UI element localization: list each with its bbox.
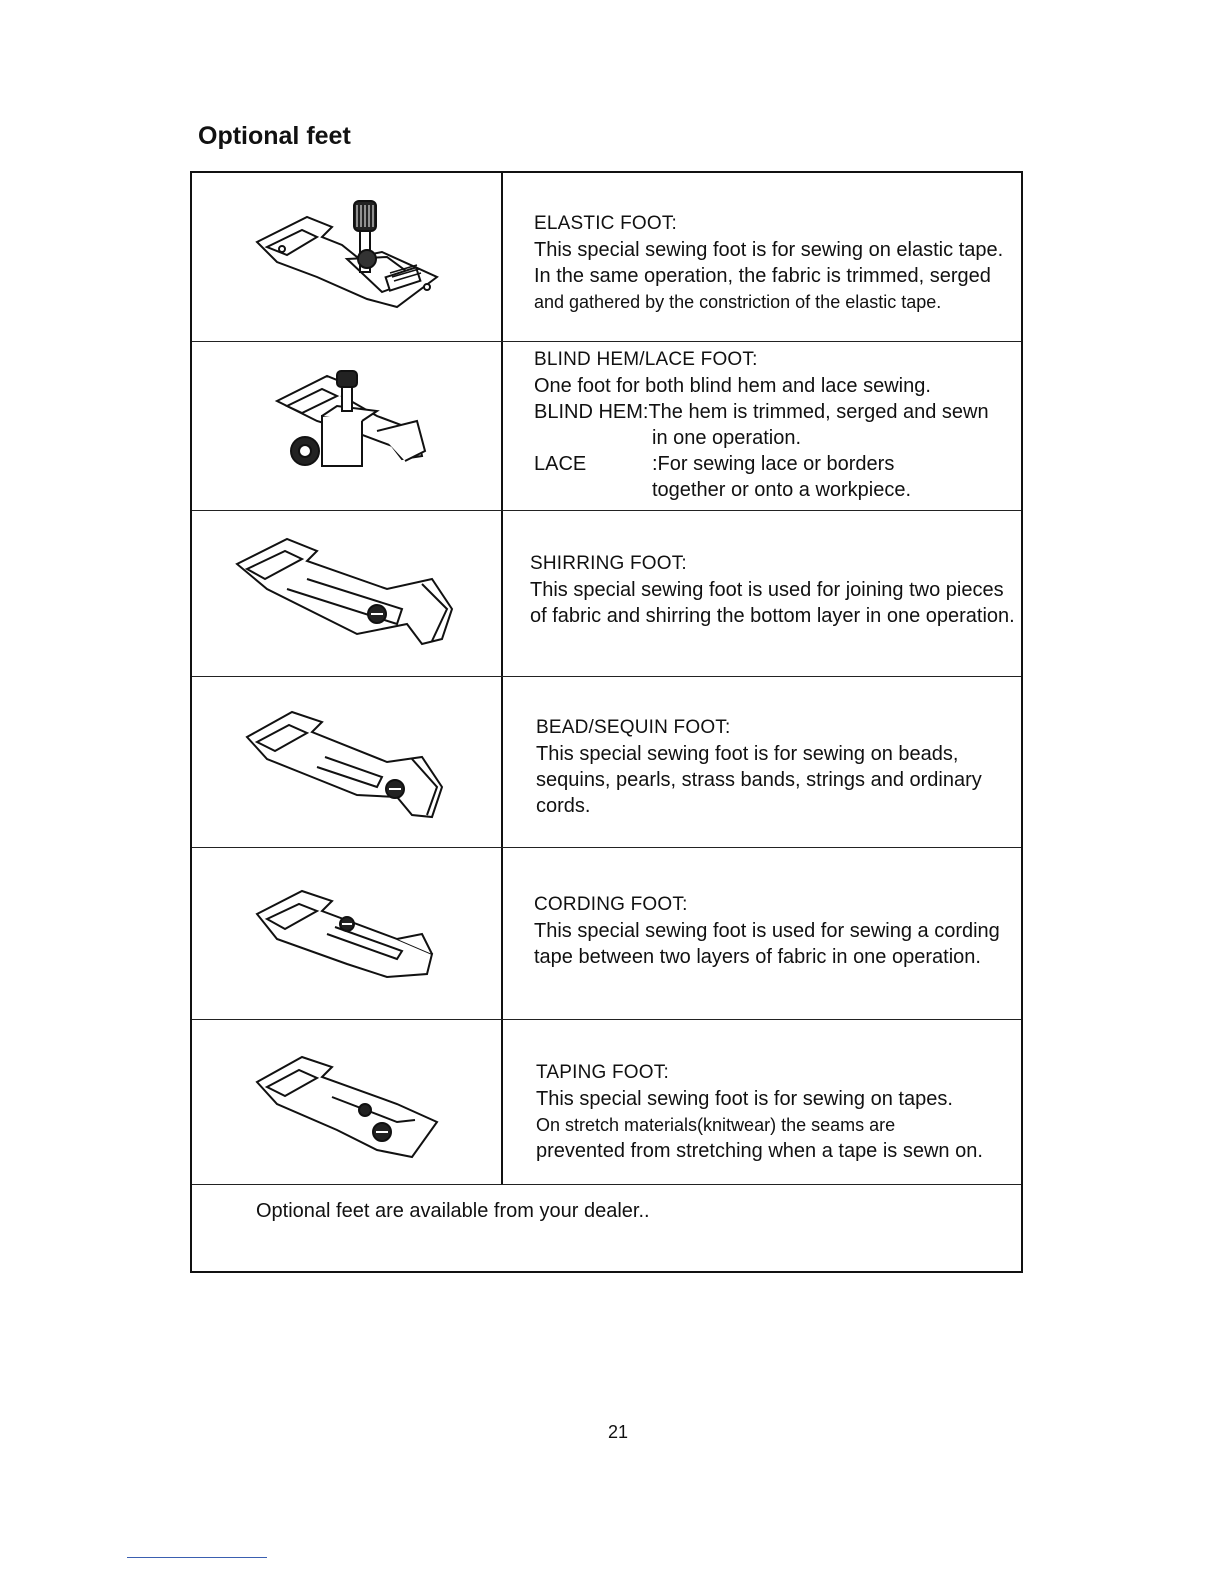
foot-title: BLIND HEM/LACE FOOT: bbox=[534, 349, 758, 370]
shirring-foot-description bbox=[530, 551, 1017, 629]
bead-sequin-foot-icon bbox=[192, 677, 502, 847]
description-line: together or onto a workpiece. bbox=[652, 479, 912, 501]
foot-title: BEAD/SEQUIN FOOT: bbox=[536, 717, 731, 738]
description-line: One foot for both blind hem and lace sewing. bbox=[534, 375, 931, 397]
description-line: sequins, pearls, strass bands, strings and ordinary bbox=[536, 769, 982, 791]
bottom-rule bbox=[127, 1557, 267, 1558]
foot-title: SHIRRING FOOT: bbox=[530, 553, 687, 574]
foot-title: TAPING FOOT: bbox=[536, 1062, 669, 1083]
page-title: Optional feet bbox=[198, 122, 351, 150]
description-line: prevented from stretching when a tape is sewn on. bbox=[536, 1140, 983, 1162]
taping-foot-description bbox=[536, 1060, 1017, 1164]
description-line: This special sewing foot is used for sewing a cording bbox=[534, 920, 1000, 942]
blind-hem-lace-foot-description bbox=[534, 347, 1017, 503]
description-line: This special sewing foot is for sewing on elastic tape. bbox=[534, 239, 1004, 261]
blind-hem-text: The hem is trimmed, serged and sewn bbox=[648, 401, 989, 423]
lace-label: LACE bbox=[534, 453, 587, 475]
optional-feet-table bbox=[190, 171, 1023, 1273]
elastic-foot-description bbox=[534, 211, 1017, 315]
description-line: cords. bbox=[536, 795, 591, 817]
blind-hem-lace-foot-icon bbox=[192, 342, 502, 510]
description-line: of fabric and shirring the bottom layer in one operation. bbox=[530, 605, 1015, 627]
description-line: In the same operation, the fabric is trimmed, serged bbox=[534, 265, 991, 287]
description-line: This special sewing foot is for sewing on beads, bbox=[536, 743, 959, 765]
table-row bbox=[192, 511, 1021, 677]
description-line: and gathered by the constriction of the elastic tape. bbox=[534, 292, 942, 312]
lace-line bbox=[534, 451, 1017, 477]
table-row bbox=[192, 173, 1021, 342]
description-line: This special sewing foot is used for joining two pieces bbox=[530, 579, 1004, 601]
table-row bbox=[192, 677, 1021, 848]
description-line: On stretch materials(knitwear) the seams are bbox=[536, 1115, 896, 1135]
taping-foot-icon bbox=[192, 1020, 502, 1184]
shirring-foot-icon bbox=[192, 511, 502, 676]
description-line: This special sewing foot is for sewing on tapes. bbox=[536, 1088, 953, 1110]
description-line: tape between two layers of fabric in one operation. bbox=[534, 946, 981, 968]
elastic-foot-icon bbox=[192, 173, 502, 341]
lace-text: :For sewing lace or borders bbox=[652, 453, 895, 475]
table-row bbox=[192, 848, 1021, 1020]
foot-title: CORDING FOOT: bbox=[534, 894, 688, 915]
table-row bbox=[192, 342, 1021, 511]
table-row bbox=[192, 1020, 1021, 1185]
foot-title: ELASTIC FOOT: bbox=[534, 213, 678, 234]
blind-hem-label: BLIND HEM: bbox=[534, 401, 649, 423]
cording-foot-description bbox=[534, 892, 1017, 970]
page-number: 21 bbox=[608, 1422, 629, 1442]
cording-foot-icon bbox=[192, 848, 502, 1019]
blind-hem-line bbox=[534, 399, 1017, 425]
bead-sequin-foot-description bbox=[536, 715, 1017, 819]
description-line: in one operation. bbox=[652, 427, 802, 449]
footer-note: Optional feet are available from your dealer.. bbox=[256, 1200, 650, 1222]
